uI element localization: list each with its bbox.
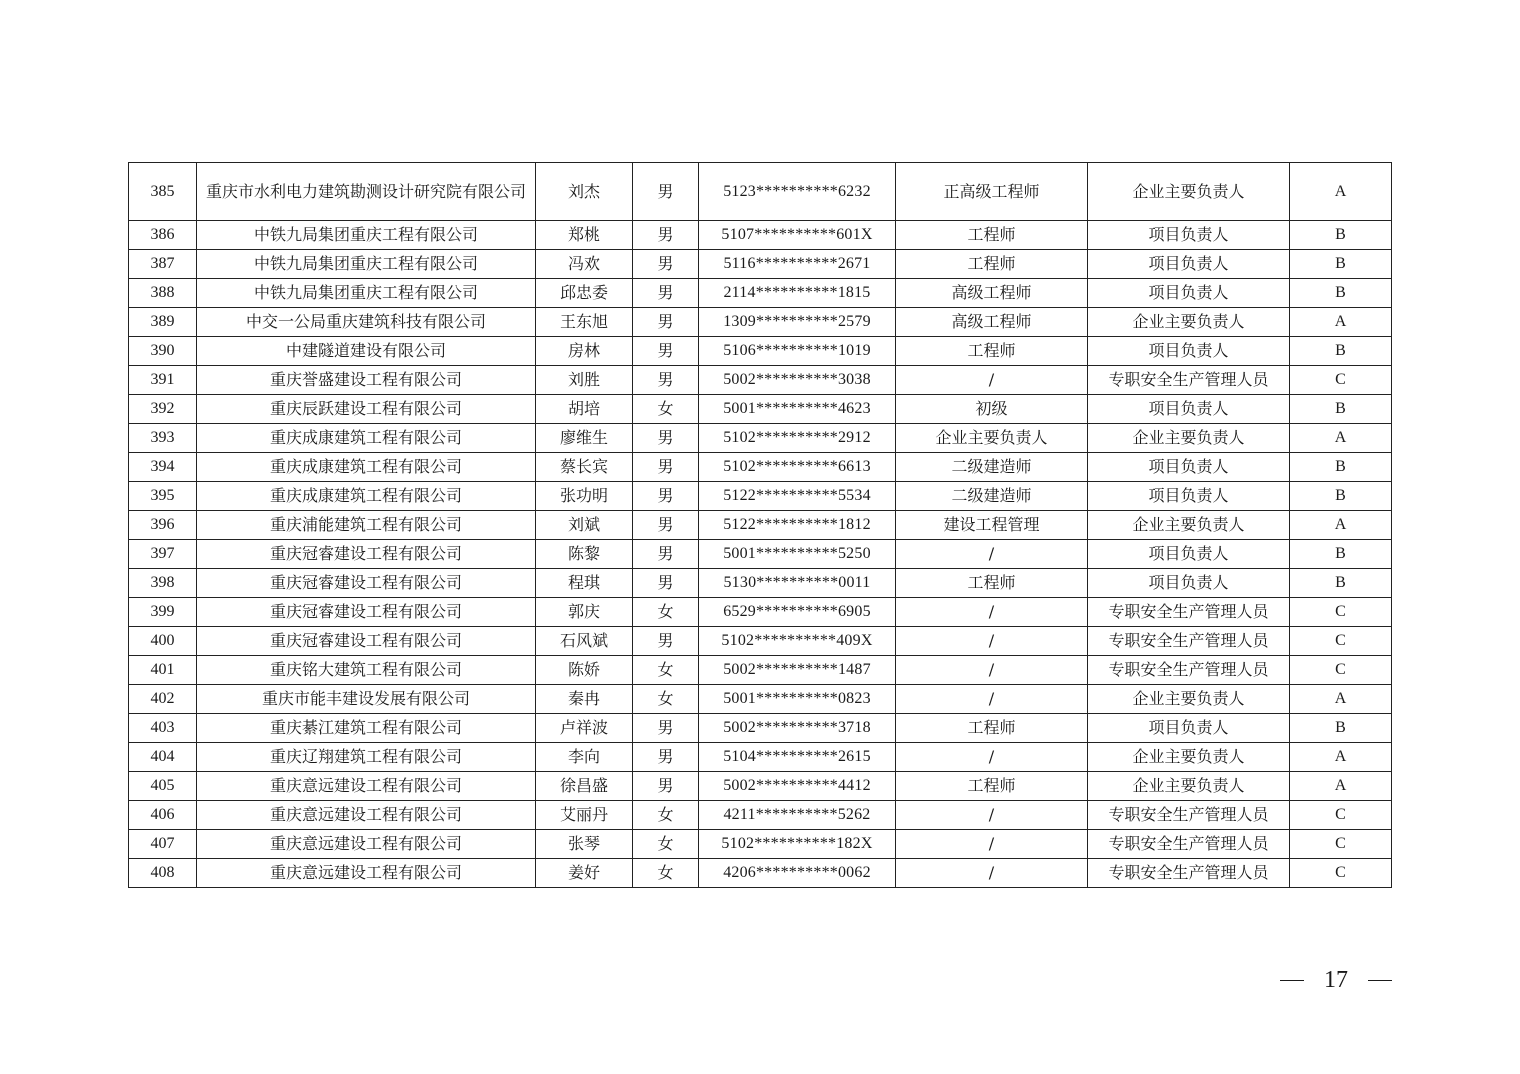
cell-professional-title: / (896, 656, 1088, 685)
cell-company: 重庆冠睿建设工程有限公司 (197, 569, 536, 598)
cell-gender: 男 (633, 163, 699, 221)
cell-professional-title: 工程师 (896, 772, 1088, 801)
cell-category: B (1290, 337, 1392, 366)
table-row (129, 395, 1392, 424)
table-row (129, 308, 1392, 337)
cell-id-number: 5122**********1812 (699, 511, 896, 540)
table-row (129, 859, 1392, 888)
cell-category: C (1290, 830, 1392, 859)
cell-gender: 男 (633, 279, 699, 308)
cell-serial-number: 404 (129, 743, 197, 772)
cell-person-name: 程琪 (536, 569, 633, 598)
cell-gender: 男 (633, 453, 699, 482)
cell-person-name: 胡培 (536, 395, 633, 424)
cell-category: C (1290, 598, 1392, 627)
cell-id-number: 5102**********2912 (699, 424, 896, 453)
cell-serial-number: 400 (129, 627, 197, 656)
cell-id-number: 5002**********1487 (699, 656, 896, 685)
cell-person-name: 石风斌 (536, 627, 633, 656)
cell-company: 重庆辽翔建筑工程有限公司 (197, 743, 536, 772)
cell-company: 重庆綦江建筑工程有限公司 (197, 714, 536, 743)
cell-position: 专职安全生产管理人员 (1088, 830, 1290, 859)
table-row (129, 598, 1392, 627)
cell-serial-number: 390 (129, 337, 197, 366)
cell-gender: 男 (633, 308, 699, 337)
cell-serial-number: 387 (129, 250, 197, 279)
cell-professional-title: / (896, 743, 1088, 772)
cell-gender: 女 (633, 395, 699, 424)
page-number-left-dash (1280, 980, 1304, 981)
cell-serial-number: 389 (129, 308, 197, 337)
cell-id-number: 5001**********0823 (699, 685, 896, 714)
table-row (129, 279, 1392, 308)
cell-id-number: 5002**********4412 (699, 772, 896, 801)
cell-gender: 男 (633, 221, 699, 250)
cell-person-name: 艾丽丹 (536, 801, 633, 830)
cell-serial-number: 394 (129, 453, 197, 482)
cell-position: 项目负责人 (1088, 569, 1290, 598)
cell-position: 项目负责人 (1088, 482, 1290, 511)
cell-position: 项目负责人 (1088, 337, 1290, 366)
cell-position: 项目负责人 (1088, 221, 1290, 250)
cell-id-number: 5002**********3718 (699, 714, 896, 743)
cell-company: 重庆意远建设工程有限公司 (197, 859, 536, 888)
cell-professional-title: 高级工程师 (896, 279, 1088, 308)
table-row (129, 366, 1392, 395)
cell-category: B (1290, 714, 1392, 743)
cell-position: 企业主要负责人 (1088, 163, 1290, 221)
cell-serial-number: 395 (129, 482, 197, 511)
table-row (129, 540, 1392, 569)
cell-id-number: 5102**********182X (699, 830, 896, 859)
cell-id-number: 5122**********5534 (699, 482, 896, 511)
cell-person-name: 秦冉 (536, 685, 633, 714)
cell-id-number: 5002**********3038 (699, 366, 896, 395)
table-row (129, 424, 1392, 453)
cell-professional-title: 正高级工程师 (896, 163, 1088, 221)
page-number-value: 17 (1324, 966, 1348, 993)
cell-professional-title: / (896, 627, 1088, 656)
table-row (129, 714, 1392, 743)
cell-professional-title: / (896, 685, 1088, 714)
cell-category: C (1290, 801, 1392, 830)
cell-id-number: 5001**********4623 (699, 395, 896, 424)
cell-gender: 男 (633, 250, 699, 279)
cell-category: B (1290, 540, 1392, 569)
cell-serial-number: 392 (129, 395, 197, 424)
table-row (129, 511, 1392, 540)
cell-serial-number: 406 (129, 801, 197, 830)
cell-person-name: 陈黎 (536, 540, 633, 569)
cell-category: A (1290, 424, 1392, 453)
cell-gender: 女 (633, 830, 699, 859)
table-row (129, 569, 1392, 598)
cell-id-number: 2114**********1815 (699, 279, 896, 308)
cell-id-number: 5107**********601X (699, 221, 896, 250)
cell-gender: 男 (633, 337, 699, 366)
cell-gender: 女 (633, 656, 699, 685)
cell-professional-title: 建设工程管理 (896, 511, 1088, 540)
cell-serial-number: 386 (129, 221, 197, 250)
cell-serial-number: 385 (129, 163, 197, 221)
cell-id-number: 1309**********2579 (699, 308, 896, 337)
cell-person-name: 房林 (536, 337, 633, 366)
cell-category: B (1290, 395, 1392, 424)
cell-company: 中建隧道建设有限公司 (197, 337, 536, 366)
cell-position: 项目负责人 (1088, 250, 1290, 279)
cell-gender: 男 (633, 511, 699, 540)
cell-id-number: 5102**********6613 (699, 453, 896, 482)
cell-category: A (1290, 163, 1392, 221)
cell-position: 项目负责人 (1088, 453, 1290, 482)
cell-person-name: 郭庆 (536, 598, 633, 627)
cell-position: 专职安全生产管理人员 (1088, 801, 1290, 830)
cell-position: 项目负责人 (1088, 279, 1290, 308)
cell-id-number: 5116**********2671 (699, 250, 896, 279)
cell-person-name: 王东旭 (536, 308, 633, 337)
cell-person-name: 徐昌盛 (536, 772, 633, 801)
cell-serial-number: 398 (129, 569, 197, 598)
cell-gender: 女 (633, 685, 699, 714)
table-row (129, 801, 1392, 830)
cell-category: B (1290, 250, 1392, 279)
cell-serial-number: 399 (129, 598, 197, 627)
table-row (129, 627, 1392, 656)
cell-category: B (1290, 569, 1392, 598)
cell-person-name: 冯欢 (536, 250, 633, 279)
cell-company: 重庆意远建设工程有限公司 (197, 830, 536, 859)
cell-professional-title: 工程师 (896, 250, 1088, 279)
cell-person-name: 郑桃 (536, 221, 633, 250)
cell-serial-number: 405 (129, 772, 197, 801)
cell-professional-title: 高级工程师 (896, 308, 1088, 337)
cell-category: B (1290, 279, 1392, 308)
cell-serial-number: 393 (129, 424, 197, 453)
cell-company: 重庆意远建设工程有限公司 (197, 801, 536, 830)
cell-position: 企业主要负责人 (1088, 772, 1290, 801)
cell-gender: 女 (633, 859, 699, 888)
cell-gender: 男 (633, 482, 699, 511)
cell-company: 中交一公局重庆建筑科技有限公司 (197, 308, 536, 337)
cell-person-name: 张琴 (536, 830, 633, 859)
cell-person-name: 刘杰 (536, 163, 633, 221)
cell-serial-number: 397 (129, 540, 197, 569)
cell-professional-title: 工程师 (896, 714, 1088, 743)
cell-professional-title: 二级建造师 (896, 482, 1088, 511)
cell-position: 项目负责人 (1088, 714, 1290, 743)
cell-position: 企业主要负责人 (1088, 424, 1290, 453)
cell-professional-title: 企业主要负责人 (896, 424, 1088, 453)
cell-category: A (1290, 743, 1392, 772)
cell-id-number: 4211**********5262 (699, 801, 896, 830)
cell-position: 专职安全生产管理人员 (1088, 598, 1290, 627)
cell-category: C (1290, 366, 1392, 395)
cell-id-number: 5001**********5250 (699, 540, 896, 569)
cell-serial-number: 408 (129, 859, 197, 888)
table-row (129, 772, 1392, 801)
cell-professional-title: / (896, 830, 1088, 859)
cell-position: 专职安全生产管理人员 (1088, 366, 1290, 395)
cell-person-name: 姜好 (536, 859, 633, 888)
cell-id-number: 4206**********0062 (699, 859, 896, 888)
cell-gender: 男 (633, 366, 699, 395)
cell-professional-title: / (896, 859, 1088, 888)
cell-gender: 男 (633, 743, 699, 772)
cell-company: 重庆市能丰建设发展有限公司 (197, 685, 536, 714)
cell-person-name: 陈娇 (536, 656, 633, 685)
cell-company: 重庆冠睿建设工程有限公司 (197, 540, 536, 569)
cell-position: 项目负责人 (1088, 540, 1290, 569)
cell-id-number: 6529**********6905 (699, 598, 896, 627)
cell-gender: 男 (633, 424, 699, 453)
page-number-right-dash (1368, 980, 1392, 981)
cell-company: 中铁九局集团重庆工程有限公司 (197, 221, 536, 250)
cell-gender: 男 (633, 540, 699, 569)
cell-category: A (1290, 308, 1392, 337)
cell-position: 企业主要负责人 (1088, 511, 1290, 540)
cell-company: 重庆成康建筑工程有限公司 (197, 482, 536, 511)
table-row (129, 482, 1392, 511)
cell-position: 企业主要负责人 (1088, 308, 1290, 337)
cell-category: B (1290, 482, 1392, 511)
cell-gender: 男 (633, 627, 699, 656)
cell-position: 企业主要负责人 (1088, 743, 1290, 772)
personnel-table-body (129, 163, 1392, 888)
cell-company: 重庆誉盛建设工程有限公司 (197, 366, 536, 395)
cell-id-number: 5106**********1019 (699, 337, 896, 366)
cell-professional-title: 二级建造师 (896, 453, 1088, 482)
cell-category: B (1290, 221, 1392, 250)
cell-company: 重庆铭大建筑工程有限公司 (197, 656, 536, 685)
cell-serial-number: 401 (129, 656, 197, 685)
table-row (129, 453, 1392, 482)
page-number (1280, 965, 1392, 995)
cell-professional-title: / (896, 801, 1088, 830)
cell-company: 重庆意远建设工程有限公司 (197, 772, 536, 801)
cell-position: 项目负责人 (1088, 395, 1290, 424)
cell-person-name: 卢祥波 (536, 714, 633, 743)
cell-person-name: 廖维生 (536, 424, 633, 453)
cell-position: 专职安全生产管理人员 (1088, 627, 1290, 656)
cell-company: 重庆冠睿建设工程有限公司 (197, 598, 536, 627)
cell-category: C (1290, 859, 1392, 888)
cell-serial-number: 396 (129, 511, 197, 540)
cell-id-number: 5102**********409X (699, 627, 896, 656)
cell-person-name: 刘斌 (536, 511, 633, 540)
cell-company: 重庆冠睿建设工程有限公司 (197, 627, 536, 656)
cell-company: 重庆辰跃建设工程有限公司 (197, 395, 536, 424)
cell-professional-title: 工程师 (896, 337, 1088, 366)
cell-id-number: 5104**********2615 (699, 743, 896, 772)
cell-person-name: 蔡长宾 (536, 453, 633, 482)
cell-person-name: 邱忠委 (536, 279, 633, 308)
cell-professional-title: 工程师 (896, 221, 1088, 250)
table-row (129, 830, 1392, 859)
cell-company: 中铁九局集团重庆工程有限公司 (197, 279, 536, 308)
cell-serial-number: 388 (129, 279, 197, 308)
cell-position: 专职安全生产管理人员 (1088, 656, 1290, 685)
cell-category: C (1290, 627, 1392, 656)
table-row (129, 337, 1392, 366)
cell-serial-number: 391 (129, 366, 197, 395)
cell-professional-title: / (896, 540, 1088, 569)
cell-company: 重庆成康建筑工程有限公司 (197, 453, 536, 482)
cell-company: 重庆成康建筑工程有限公司 (197, 424, 536, 453)
table-row (129, 221, 1392, 250)
cell-position: 专职安全生产管理人员 (1088, 859, 1290, 888)
cell-category: A (1290, 685, 1392, 714)
cell-company: 重庆市水利电力建筑勘测设计研究院有限公司 (197, 163, 536, 221)
cell-person-name: 刘胜 (536, 366, 633, 395)
cell-person-name: 张功明 (536, 482, 633, 511)
cell-gender: 女 (633, 598, 699, 627)
personnel-table (128, 162, 1392, 888)
cell-category: A (1290, 772, 1392, 801)
cell-position: 企业主要负责人 (1088, 685, 1290, 714)
cell-professional-title: 初级 (896, 395, 1088, 424)
table-row (129, 656, 1392, 685)
table-row (129, 743, 1392, 772)
cell-professional-title: 工程师 (896, 569, 1088, 598)
cell-id-number: 5130**********0011 (699, 569, 896, 598)
cell-company: 中铁九局集团重庆工程有限公司 (197, 250, 536, 279)
cell-category: A (1290, 511, 1392, 540)
table-row (129, 685, 1392, 714)
cell-gender: 女 (633, 801, 699, 830)
cell-professional-title: / (896, 366, 1088, 395)
cell-person-name: 李向 (536, 743, 633, 772)
cell-gender: 男 (633, 714, 699, 743)
cell-serial-number: 402 (129, 685, 197, 714)
cell-category: B (1290, 453, 1392, 482)
cell-id-number: 5123**********6232 (699, 163, 896, 221)
table-row (129, 250, 1392, 279)
cell-gender: 男 (633, 569, 699, 598)
cell-category: C (1290, 656, 1392, 685)
cell-company: 重庆浦能建筑工程有限公司 (197, 511, 536, 540)
cell-serial-number: 407 (129, 830, 197, 859)
cell-gender: 男 (633, 772, 699, 801)
cell-professional-title: / (896, 598, 1088, 627)
cell-serial-number: 403 (129, 714, 197, 743)
table-row (129, 163, 1392, 221)
